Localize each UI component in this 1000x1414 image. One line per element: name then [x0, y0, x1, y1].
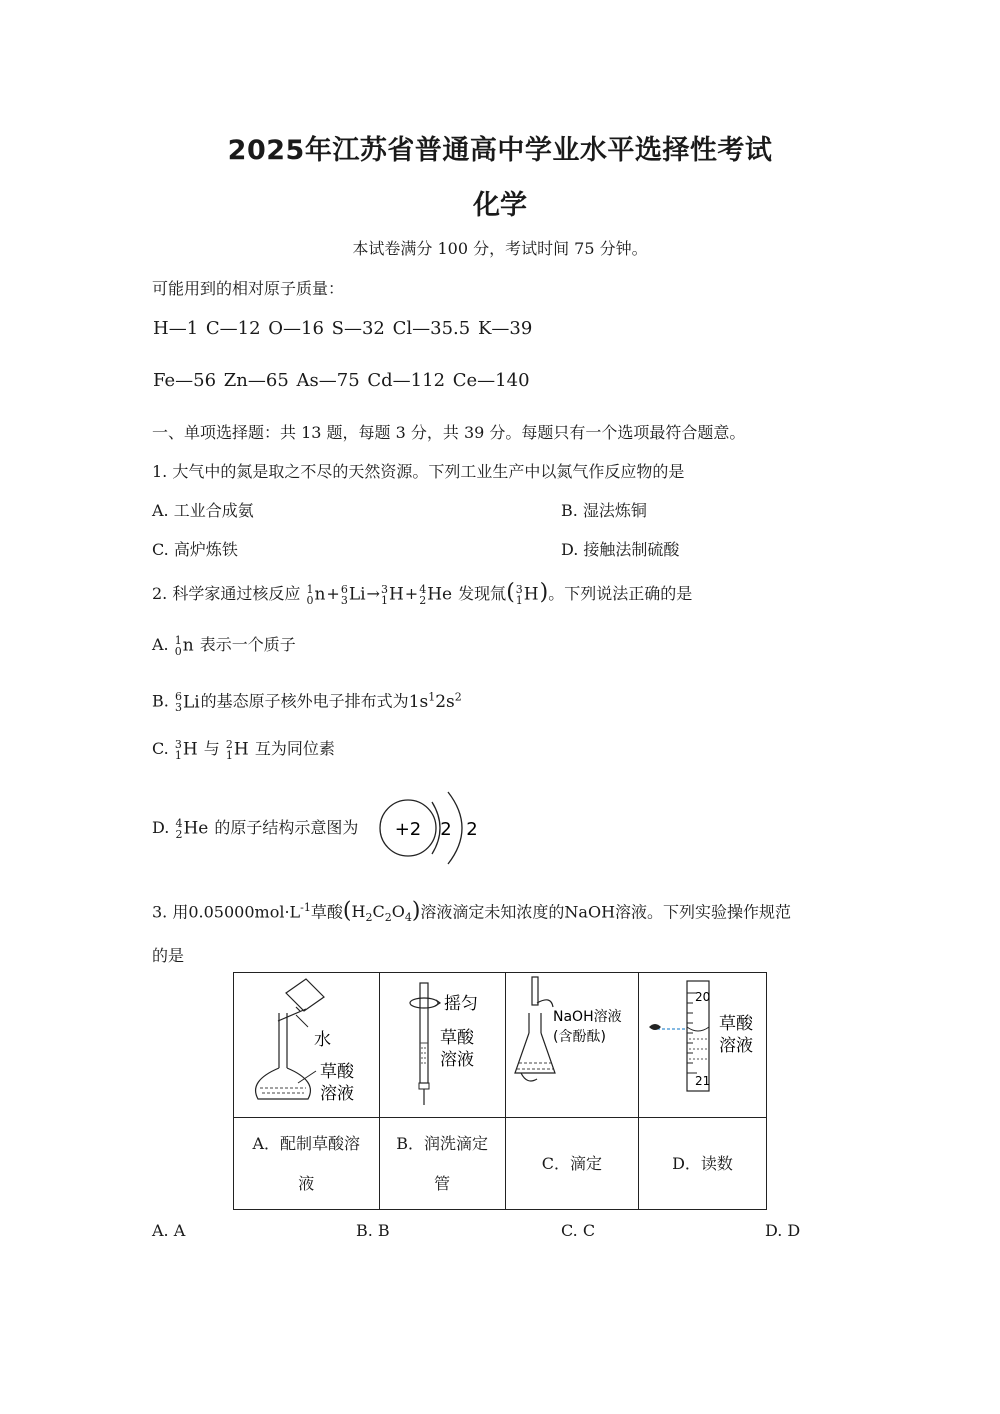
tick-20: 20: [694, 990, 710, 1004]
exam-note: 本试卷满分 100 分，考试时间 75 分钟。: [352, 239, 648, 258]
label-shake: 摇匀: [444, 994, 479, 1014]
burette-rinse: [382, 973, 502, 1113]
shell-2-count: 2: [466, 819, 478, 840]
section-heading: 一、单项选择题：共 13 题，每题 3 分，共 39 分。每题只有一个选项最符合题意。: [152, 423, 746, 442]
pic-d-cell: [639, 973, 767, 1118]
pic-b-cell: [379, 973, 505, 1118]
label-oxalic-b1: 草酸: [440, 1028, 475, 1048]
label-oxalic-d2: 溶液: [718, 1036, 753, 1056]
q1-stem: 1. 大气中的氮是取之不尽的天然资源。下列工业生产中以氮气作反应物的是: [152, 462, 685, 481]
helium-atom-diagram: [376, 788, 486, 868]
q3-option-b: B. B: [356, 1221, 390, 1240]
q2-stem-end: 。下列说法正确的是: [548, 584, 693, 603]
nucleus-charge: +2: [394, 819, 422, 840]
pic-c-cell: [505, 973, 638, 1118]
q3-option-a: A. A: [152, 1221, 186, 1240]
q3-stem: 3. 用$0.05000mol\cdot L^{-1}$草酸$(H_2C_2O_4)$溶液滴定未知浓度的NaOH溶液。下列实验操作规范: [152, 898, 792, 925]
q1-option-d: D. 接触法制硫酸: [561, 540, 680, 559]
mass-line-1: H—1 C—12 O—16 S—32 Cl—35.5 K—39: [153, 318, 533, 339]
q2-option-b: B. 6 3 Li的基态原子核外电子排布式为$1s^12s^2$: [152, 690, 462, 715]
q3-option-c: C. C: [561, 1221, 596, 1240]
q2-option-c: C. 3 1 H 与 2 1 H 互为同位素: [152, 737, 335, 762]
q3-option-d: D. D: [765, 1221, 801, 1240]
q2-option-d: D. 4 2 He 的原子结构示意图为: [152, 816, 359, 841]
label-water: 水: [314, 1030, 332, 1050]
label-oxalic-b2: 溶液: [440, 1050, 475, 1070]
label-naoh: NaOH溶液: [552, 1009, 622, 1025]
caption-b: B．润洗滴定 管: [379, 1118, 505, 1210]
label-phenolphthalein: (含酚酞): [552, 1029, 606, 1045]
lithium-symbol: 6 3 Li: [340, 582, 366, 607]
q2-option-a: A. 1 0 n 表示一个质子: [152, 633, 296, 658]
label-oxalic-d1: 草酸: [718, 1014, 753, 1034]
neutron-symbol: 1 0 n: [306, 582, 326, 607]
label-oxalic-2: 溶液: [320, 1084, 355, 1104]
pic-a-cell: [234, 973, 380, 1118]
experiment-table: [233, 972, 767, 1210]
caption-a: A．配制草酸溶 液: [234, 1118, 380, 1210]
tritium-symbol: 3 1 H: [380, 582, 404, 607]
tick-21: 21: [694, 1074, 710, 1088]
concentration: 0.05000mol·L: [188, 902, 301, 922]
q1-option-b: B. 湿法炼铜: [561, 501, 647, 520]
caption-d: D．读数: [639, 1118, 767, 1210]
q1-option-a: A. 工业合成氨: [152, 501, 254, 520]
exam-title: 2025年江苏省普通高中学业水平选择性考试: [227, 135, 773, 166]
q3-stem-end: 的是: [152, 946, 185, 965]
mass-line-2: Fe—56 Zn—65 As—75 Cd—112 Ce—140: [153, 370, 530, 391]
subject-title: 化学: [473, 190, 527, 221]
burette-reading: [641, 973, 765, 1113]
q1-option-c: C. 高炉炼铁: [152, 540, 238, 559]
titration-flask: [507, 973, 637, 1113]
mass-label: 可能用到的相对原子质量：: [152, 279, 345, 298]
q2-stem-mid: 发现氚: [458, 584, 507, 603]
q2-stem: 2. 科学家通过核反应 1 0 n+ 6 3 Li→ 3 1 H+ 4 2 He 发现氚( 3 1 H)。下列说法正确的是: [152, 580, 693, 607]
caption-c: C．滴定: [505, 1118, 638, 1210]
shell-1-count: 2: [440, 819, 452, 840]
label-oxalic-1: 草酸: [320, 1062, 355, 1082]
helium-symbol: 4 2 He: [419, 582, 453, 607]
q2-stem-start: 2. 科学家通过核反应: [152, 584, 301, 603]
volumetric-flask-pouring: [236, 973, 376, 1113]
